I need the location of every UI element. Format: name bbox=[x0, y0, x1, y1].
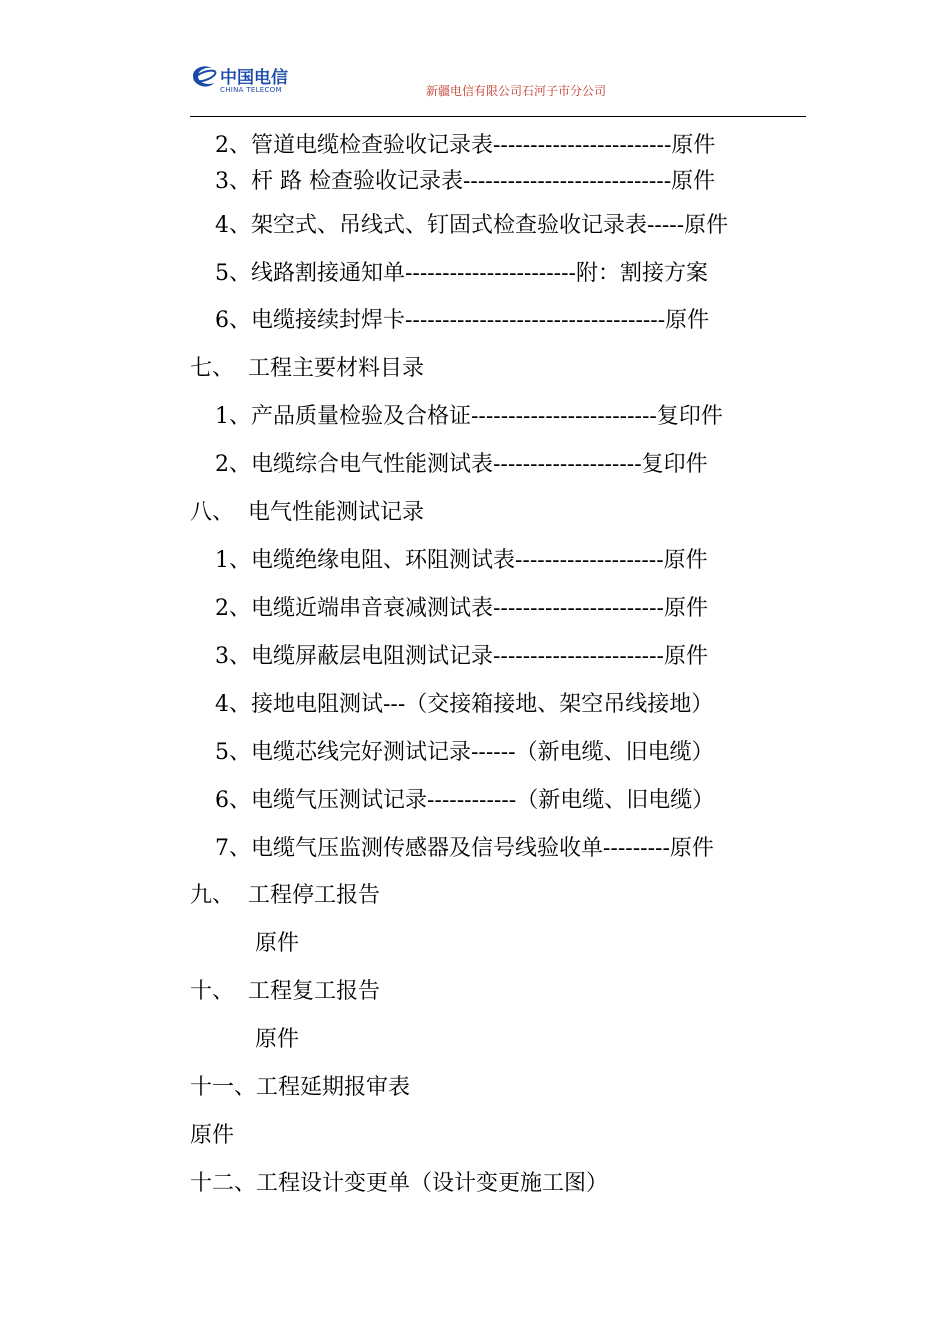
section-heading: 七、 工程主要材料目录 bbox=[190, 356, 424, 381]
list-item: 1、产品质量检验及合格证-------------------------复印件 bbox=[215, 404, 723, 429]
list-item: 1、电缆绝缘电阻、环阻测试表--------------------原件 bbox=[215, 548, 708, 573]
company-name: 新疆电信有限公司石河子市分公司 bbox=[426, 84, 607, 98]
list-item: 原件 bbox=[190, 1123, 235, 1148]
logo-chinese-text: 中国电信 bbox=[220, 68, 288, 88]
page-header bbox=[190, 56, 806, 117]
list-item: 2、电缆近端串音衰减测试表-----------------------原件 bbox=[215, 596, 708, 621]
china-telecom-logo bbox=[190, 58, 310, 102]
list-item: 7、电缆气压监测传感器及信号线验收单---------原件 bbox=[215, 836, 714, 861]
list-item: 4、接地电阻测试---（交接箱接地、架空吊线接地） bbox=[215, 692, 714, 717]
section-heading: 八、 电气性能测试记录 bbox=[190, 500, 424, 525]
section-heading: 十、 工程复工报告 bbox=[190, 979, 380, 1004]
list-item: 原件 bbox=[255, 931, 300, 956]
list-item: 6、电缆气压测试记录------------（新电缆、旧电缆） bbox=[215, 788, 715, 813]
list-item: 3、杆 路 检查验收记录表----------------------------原件 bbox=[215, 169, 716, 194]
list-item: 3、电缆屏蔽层电阻测试记录-----------------------原件 bbox=[215, 644, 708, 669]
section-heading: 九、 工程停工报告 bbox=[190, 883, 380, 908]
section-heading: 十一、工程延期报审表 bbox=[190, 1075, 411, 1100]
logo-english-text: CHINA TELECOM bbox=[220, 86, 282, 94]
telecom-swirl-icon bbox=[190, 62, 218, 92]
list-item: 5、电缆芯线完好测试记录------（新电缆、旧电缆） bbox=[215, 740, 714, 765]
list-item: 原件 bbox=[255, 1027, 300, 1052]
list-item: 5、线路割接通知单-----------------------附：割接方案 bbox=[215, 261, 708, 286]
section-heading: 十二、工程设计变更单（设计变更施工图） bbox=[190, 1171, 609, 1196]
list-item: 2、管道电缆检查验收记录表------------------------原件 bbox=[215, 133, 716, 158]
list-item: 6、电缆接续封焊卡-----------------------------------原件 bbox=[215, 308, 710, 333]
list-item: 4、架空式、吊线式、钉固式检查验收记录表-----原件 bbox=[215, 213, 729, 238]
list-item: 2、电缆综合电气性能测试表--------------------复印件 bbox=[215, 452, 708, 477]
